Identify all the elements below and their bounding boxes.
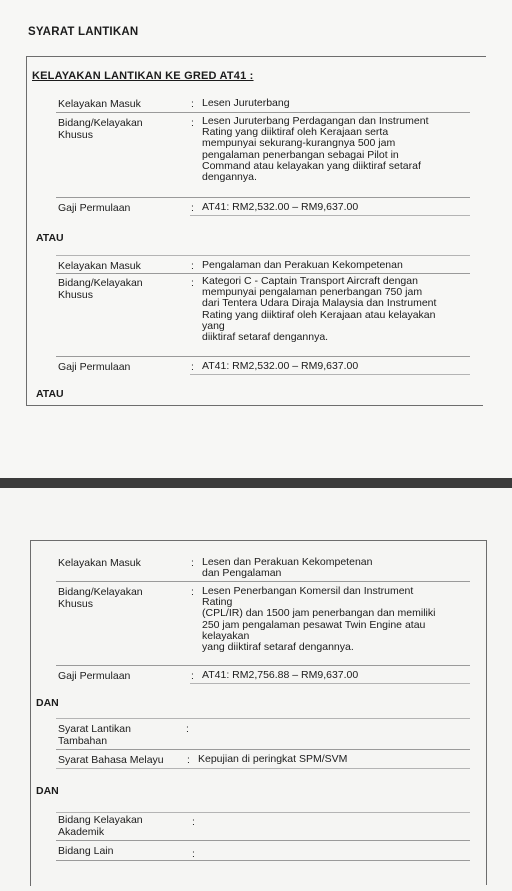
colon: : [191, 260, 194, 272]
colon: : [191, 117, 194, 129]
academic-field-label: Bidang Kelayakan Akademik [58, 814, 143, 838]
row-divider [56, 197, 470, 198]
field-value: Kategori C - Captain Transport Aircraft dengan mempunyai pengalaman penerbangan 750 jam dari Tentera Udara Diraja Malaysia dan Instrument Rating yang diiktiraf oleh Kerajaan atau kelayakan yang diiktiraf setaraf dengannya. [202, 275, 437, 344]
salary-value: AT41: RM2,532.00 – RM9,637.00 [202, 360, 359, 372]
colon: : [191, 98, 194, 110]
row-divider [56, 255, 470, 256]
entry-requirement-label: Kelayakan Masuk [58, 557, 141, 569]
colon: : [191, 202, 194, 214]
row-divider [56, 860, 470, 861]
frame-border [486, 540, 487, 885]
separator-atau: ATAU [36, 232, 64, 244]
row-divider [56, 718, 470, 719]
row-divider [190, 374, 470, 375]
additional-requirement-label: Syarat Lantikan Tambahan [58, 723, 131, 747]
salary-label: Gaji Permulaan [58, 202, 131, 214]
field-label: Bidang/Kelayakan Khusus [58, 586, 143, 610]
salary-value: AT41: RM2,532.00 – RM9,637.00 [202, 201, 359, 213]
separator-atau: ATAU [36, 388, 64, 400]
entry-requirement-value: Lesen dan Perakuan Kekompetenan dan Pengalaman [202, 556, 373, 580]
separator-dan: DAN [36, 785, 59, 797]
entry-requirement-label: Kelayakan Masuk [58, 260, 141, 272]
field-value: Lesen Penerbangan Komersil dan Instrument Rating (CPL/IR) dan 1500 jam penerbangan dan memiliki 250 jam pengalaman pesawat Twin Engine atau kelayakan yang diiktiraf setaraf dengannya. [202, 585, 436, 654]
salary-label: Gaji Permulaan [58, 361, 131, 373]
entry-requirement-label: Kelayakan Masuk [58, 98, 141, 110]
salary-label: Gaji Permulaan [58, 670, 131, 682]
entry-requirement-value: Lesen Juruterbang [202, 97, 290, 109]
row-divider [190, 683, 470, 684]
row-divider [56, 768, 470, 769]
colon: : [191, 361, 194, 373]
colon: : [191, 557, 194, 569]
colon: : [192, 816, 195, 828]
colon: : [186, 723, 189, 735]
colon: : [187, 754, 190, 766]
colon: : [191, 277, 194, 289]
entry-requirement-value: Pengalaman dan Perakuan Kekompetenan [202, 259, 403, 271]
section-title: SYARAT LANTIKAN [28, 26, 139, 38]
row-divider [56, 112, 470, 113]
row-divider [56, 356, 470, 357]
field-value: Lesen Juruterbang Perdagangan dan Instrument Rating yang diiktiraf oleh Kerajaan serta mempunyai sekurang-kurangnya 500 jam pengalaman penerbangan sebagai Pilot in Command atau kelayakan yang diiktiraf setaraf dengannya. [202, 115, 429, 184]
row-divider [56, 840, 470, 841]
malay-requirement-value: Kepujian di peringkat SPM/SVM [198, 753, 348, 765]
separator-dan: DAN [36, 697, 59, 709]
row-divider [56, 665, 470, 666]
field-label: Bidang/Kelayakan Khusus [58, 117, 143, 141]
colon: : [191, 586, 194, 598]
row-divider [56, 812, 470, 813]
colon: : [192, 848, 195, 860]
grade-heading: KELAYAKAN LANTIKAN KE GRED AT41 : [32, 70, 254, 82]
malay-requirement-label: Syarat Bahasa Melayu [58, 754, 164, 766]
other-field-label: Bidang Lain [58, 845, 114, 857]
colon: : [191, 670, 194, 682]
row-divider [56, 749, 470, 750]
row-divider [56, 273, 470, 274]
row-divider [190, 215, 470, 216]
row-divider [56, 581, 470, 582]
page-gap [0, 478, 512, 488]
field-label: Bidang/Kelayakan Khusus [58, 277, 143, 301]
salary-value: AT41: RM2,756.88 – RM9,637.00 [202, 669, 359, 681]
